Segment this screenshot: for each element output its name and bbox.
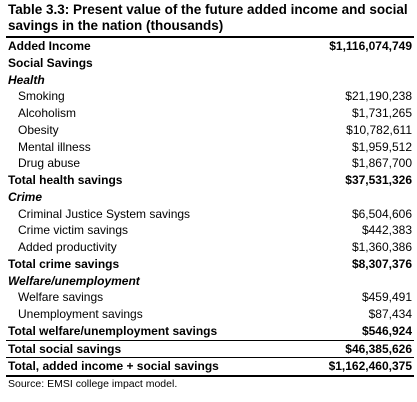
source-note: Source: EMSI college impact model.: [8, 378, 178, 390]
total-row: [6, 172, 414, 189]
row-value: $459,491: [361, 290, 412, 305]
section-heading-row: [6, 72, 414, 89]
row-label: Added Income: [8, 39, 91, 53]
table-row: [6, 306, 414, 323]
row-label: Obesity: [18, 122, 59, 137]
table-row: [6, 105, 414, 122]
row-label: Mental illness: [18, 139, 91, 154]
row-value: $1,867,700: [351, 156, 412, 171]
table-row: [6, 55, 414, 72]
section-heading: Welfare/unemployment: [8, 273, 140, 288]
row-value: $546,924: [361, 323, 412, 338]
row-label: Total welfare/unemployment savings: [8, 323, 218, 338]
row-label: Social Savings: [8, 55, 93, 70]
table-row: [6, 88, 414, 105]
table-row: [6, 206, 414, 223]
table-row: [6, 122, 414, 139]
row-label: Crime victim savings: [18, 223, 129, 238]
row-value: $37,531,326: [345, 173, 412, 187]
row-value: $1,162,460,375: [328, 359, 412, 374]
row-value: $8,307,376: [351, 256, 412, 271]
row-value: $1,360,386: [351, 240, 412, 254]
row-label: Total social savings: [8, 341, 122, 356]
table-row: [6, 222, 414, 239]
table-title: Table 3.3: Present value of the future added income and social savings in the nation (thousands): [8, 2, 408, 33]
row-label: Total crime savings: [8, 256, 120, 271]
table-row: [6, 155, 414, 172]
section-heading-row: [6, 189, 414, 206]
row-value: $46,385,626: [345, 341, 412, 356]
row-value: $10,782,611: [346, 122, 412, 137]
row-value: $21,190,238: [345, 89, 412, 104]
row-value: $442,383: [361, 223, 412, 238]
row-value: $1,959,512: [351, 139, 412, 154]
row-label: Total health savings: [8, 173, 123, 187]
row-value: $1,116,074,749: [329, 39, 412, 53]
row-label: Alcoholism: [18, 106, 77, 120]
row-label: Unemployment savings: [18, 307, 143, 321]
row-label: Smoking: [18, 89, 65, 104]
row-value: $1,731,265: [351, 106, 412, 120]
table-row: [6, 289, 414, 306]
total-social-savings-row: [6, 340, 414, 358]
total-row: [6, 256, 414, 273]
row-value: $87,434: [368, 307, 412, 321]
table-row: [6, 139, 414, 156]
grand-total-row: [6, 357, 414, 377]
row-label: Total, added income + social savings: [8, 359, 219, 374]
section-heading-row: [6, 273, 414, 290]
row-label: Criminal Justice System savings: [18, 206, 191, 221]
section-heading: Health: [8, 72, 45, 87]
section-heading: Crime: [8, 189, 43, 204]
table-row: [6, 239, 414, 256]
row-label: Added productivity: [18, 240, 117, 254]
row-label: Welfare savings: [18, 290, 104, 305]
row-value: $6,504,606: [351, 206, 412, 221]
table-row: [6, 36, 414, 55]
total-row: [6, 323, 414, 340]
data-table: [6, 36, 414, 377]
row-label: Drug abuse: [18, 156, 81, 171]
